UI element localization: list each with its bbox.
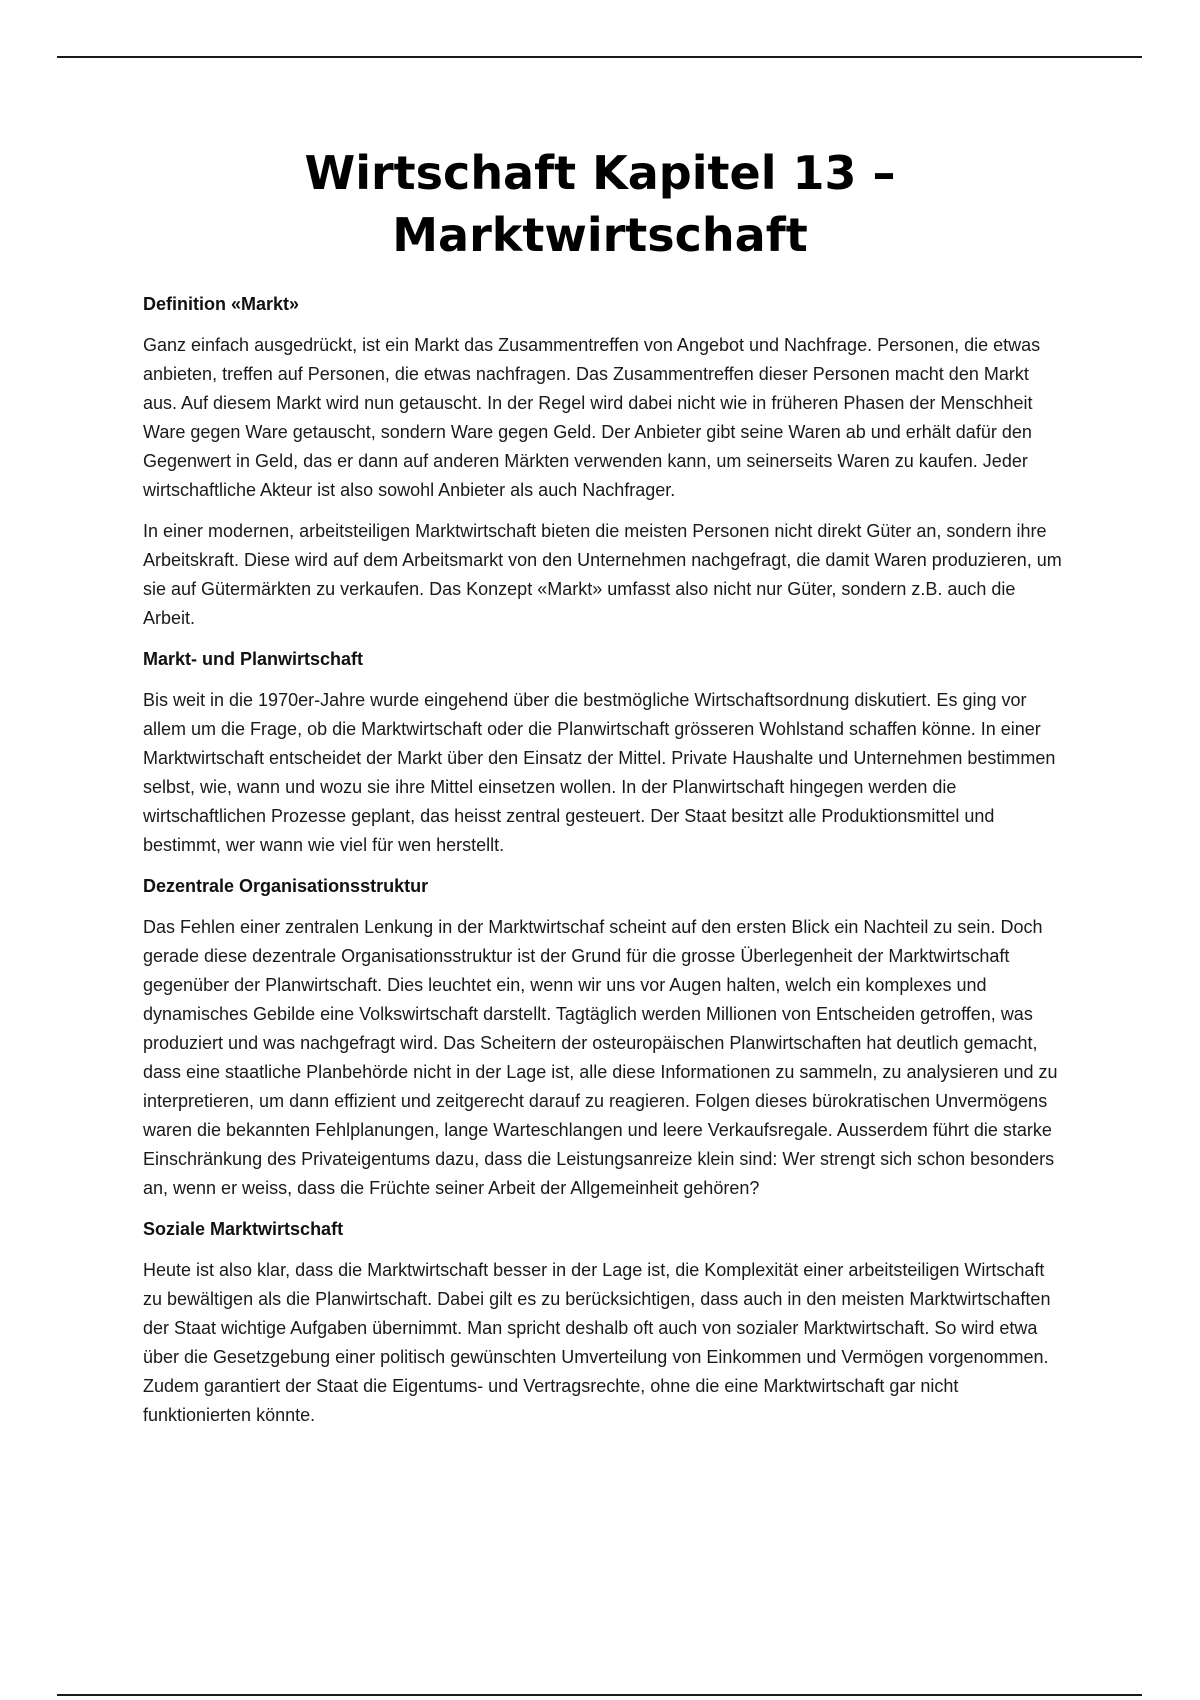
top-rule — [57, 56, 1142, 58]
section-heading: Markt- und Planwirtschaft — [143, 649, 364, 669]
section-heading: Soziale Marktwirtschaft — [143, 1219, 344, 1239]
paragraph: Ganz einfach ausgedrückt, ist ein Markt das Zusammentreffen von Angebot und Nachfrage. Personen, die etwas anbieten, treffen auf Personen, die etwas nachfragen. Das Zusammentreffen dieser Personen macht den Markt aus. Auf diesem Markt wird nun getauscht. In der Regel wird dabei nicht wie in früheren Phasen der Menschheit Ware gegen Ware getauscht, sondern Ware gegen Geld. Der Anbieter gibt seine Waren ab und erhält dafür den Gegenwert in Geld, das er dann auf anderen Märkten verwenden kann, um seinerseits Waren zu kaufen. Jeder wirtschaftliche Akteur ist also sowohl Anbieter als auch Nachfrager. — [143, 335, 1041, 500]
section-definition-markt — [143, 290, 1063, 633]
section-soziale-marktwirtschaft — [143, 1215, 1063, 1430]
page-title-line-1: Wirtschaft Kapitel 13 – — [304, 146, 896, 200]
paragraph: Das Fehlen einer zentralen Lenkung in der Marktwirtschaf scheint auf den ersten Blick ein Nachteil zu sein. Doch gerade diese dezentrale Organisationsstruktur ist der Grund für die grosse Überlegenheit der Marktwirtschaft gegenüber der Planwirtschaft. Dies leuchtet ein, wenn wir uns vor Augen halten, welch ein komplexes und dynamisches Gebilde eine Volkswirtschaft darstellt. Tagtäglich werden Millionen von Entscheiden getroffen, was produziert und was nachgefragt wird. Das Scheitern der osteuropäischen Planwirtschaften hat deutlich gemacht, dass eine staatliche Planbehörde nicht in der Lage ist, alle diese Informationen zu sammeln, zu analysieren und zu interpretieren, um dann effizient und zeitgerecht darauf zu reagieren. Folgen dieses bürokratischen Unvermögens waren die bekannten Fehlplanungen, lange Warteschlangen und leere Verkaufsregale. Ausserdem führt die starke Einschränkung des Privateigentums dazu, dass die Leistungsanreize klein sind: Wer strengt sich schon besonders an, wenn er weiss, dass die Früchte seiner Arbeit der Allgemeinheit gehören? — [143, 917, 1058, 1198]
section-heading: Dezentrale Organisationsstruktur — [143, 876, 429, 896]
page-title-line-2: Marktwirtschaft — [392, 208, 808, 262]
page-title — [0, 142, 1200, 266]
section-dezentrale-organisationsstruktur — [143, 872, 1063, 1203]
document-body — [143, 290, 1063, 1442]
section-heading: Definition «Markt» — [143, 294, 300, 314]
paragraph: In einer modernen, arbeitsteiligen Marktwirtschaft bieten die meisten Personen nicht direkt Güter an, sondern ihre Arbeitskraft. Diese wird auf dem Arbeitsmarkt von den Unternehmen nachgefragt, die damit Waren produzieren, um sie auf Gütermärkten zu verkaufen. Das Konzept «Markt» umfasst also nicht nur Güter, sondern z.B. auch die Arbeit. — [143, 521, 1062, 628]
paragraph: Bis weit in die 1970er-Jahre wurde eingehend über die bestmögliche Wirtschaftsordnung diskutiert. Es ging vor allem um die Frage, ob die Marktwirtschaft oder die Planwirtschaft grösseren Wohlstand schaffen könne. In einer Marktwirtschaft entscheidet der Markt über den Einsatz der Mittel. Private Haushalte und Unternehmen bestimmen selbst, wie, wann und wozu sie ihre Mittel einsetzen wollen. In der Planwirtschaft hingegen werden die wirtschaftlichen Prozesse geplant, das heisst zentral gesteuert. Der Staat besitzt alle Produktionsmittel und bestimmt, wer wann wie viel für wen herstellt. — [143, 690, 1056, 855]
bottom-rule — [57, 1694, 1142, 1696]
paragraph: Heute ist also klar, dass die Marktwirtschaft besser in der Lage ist, die Komplexität einer arbeitsteiligen Wirtschaft zu bewältigen als die Planwirtschaft. Dabei gilt es zu berücksichtigen, dass auch in den meisten Marktwirtschaften der Staat wichtige Aufgaben übernimmt. Man spricht deshalb oft auch von sozialer Marktwirtschaft. So wird etwa über die Gesetzgebung einer politisch gewünschten Umverteilung von Einkommen und Vermögen vorgenommen. Zudem garantiert der Staat die Eigentums- und Vertragsrechte, ohne die eine Marktwirtschaft gar nicht funktionierten könnte. — [143, 1260, 1051, 1425]
section-markt-und-planwirtschaft — [143, 645, 1063, 860]
